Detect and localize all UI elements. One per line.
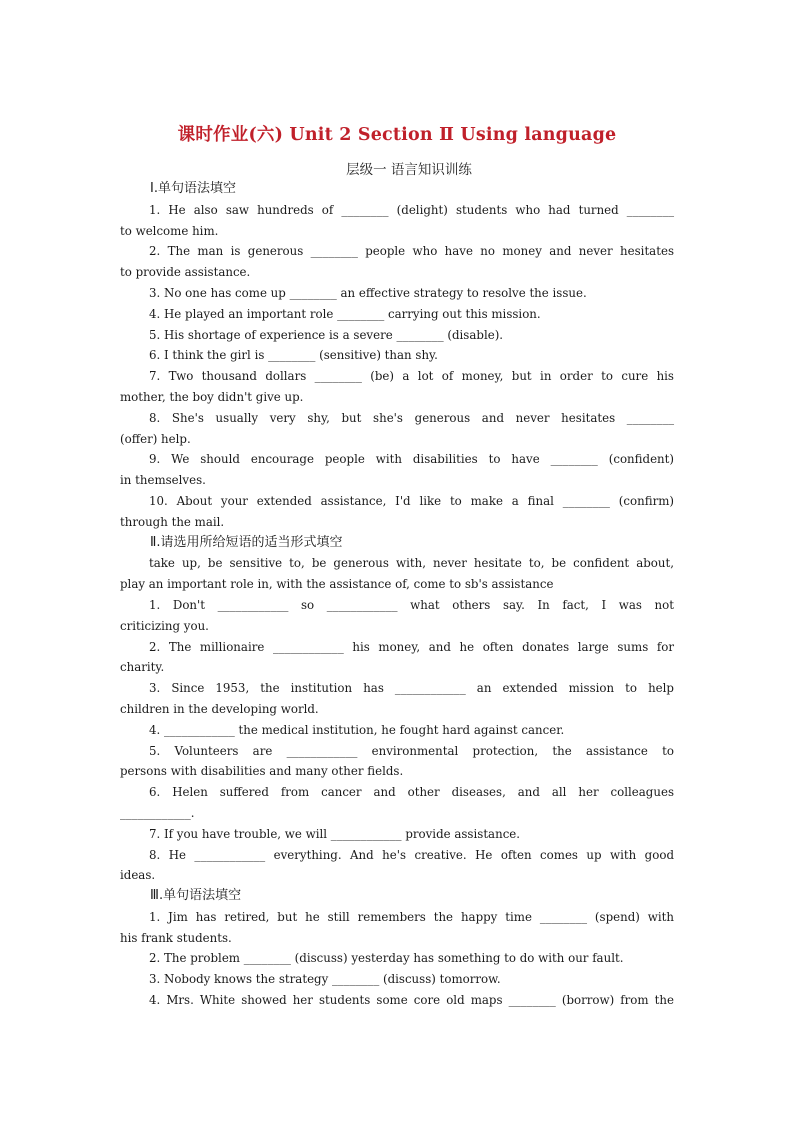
- question-line: 4. ____________ the medical institution, he fought hard against cancer.: [149, 722, 565, 737]
- question-line: 2. The millionaire ____________ his money, and he often donates large sums for: [149, 639, 674, 654]
- page-subtitle: 层级一 语言知识训练: [346, 162, 472, 178]
- question-continuation-line: in themselves.: [120, 473, 206, 488]
- question-line: 4. He played an important role ________ carrying out this mission.: [149, 306, 541, 321]
- question-continuation-line: (offer) help.: [120, 431, 191, 446]
- question-line: 3. Since 1953, the institution has ____________ an extended mission to help: [149, 681, 674, 696]
- question-line: take up, be sensitive to, be generous with, never hesitate to, be confident about,: [149, 556, 674, 571]
- question-line: 5. His shortage of experience is a severe ________ (disable).: [149, 327, 504, 342]
- section-heading: Ⅱ.请选用所给短语的适当形式填空: [150, 534, 343, 550]
- question-line: 3. Nobody knows the strategy ________ (discuss) tomorrow.: [149, 972, 501, 987]
- question-line: 8. He ____________ everything. And he's creative. He often comes up with good: [149, 847, 674, 862]
- question-continuation-line: children in the developing world.: [120, 701, 319, 716]
- question-continuation-line: his frank students.: [120, 930, 232, 945]
- question-line: 10. About your extended assistance, I'd like to make a final ________ (confirm): [149, 493, 674, 508]
- question-line: 1. He also saw hundreds of ________ (delight) students who had turned ________: [149, 202, 674, 217]
- question-line: 1. Jim has retired, but he still remembers the happy time ________ (spend) with: [149, 909, 674, 924]
- question-continuation-line: criticizing you.: [120, 618, 209, 633]
- section-heading: Ⅰ.单句语法填空: [150, 181, 236, 196]
- question-continuation-line: to provide assistance.: [120, 265, 251, 280]
- question-continuation-line: to welcome him.: [120, 223, 219, 238]
- question-continuation-line: through the mail.: [120, 514, 225, 529]
- question-line: 6. I think the girl is ________ (sensitive) than shy.: [149, 348, 438, 363]
- page-title: 课时作业(六) Unit 2 Section Ⅱ Using language: [177, 125, 617, 145]
- question-continuation-line: mother, the boy didn't give up.: [120, 389, 304, 404]
- question-continuation-line: ____________.: [120, 805, 195, 820]
- question-line: 5. Volunteers are ____________ environmental protection, the assistance to: [149, 743, 674, 758]
- question-continuation-line: charity.: [120, 660, 165, 675]
- question-line: 3. No one has come up ________ an effective strategy to resolve the issue.: [149, 285, 587, 300]
- question-line: 7. If you have trouble, we will ____________ provide assistance.: [149, 826, 521, 841]
- question-line: 8. She's usually very shy, but she's generous and never hesitates ________: [149, 410, 674, 425]
- question-continuation-line: play an important role in, with the assistance of, come to sb's assistance: [120, 577, 554, 592]
- section-heading: Ⅲ.单句语法填空: [150, 888, 242, 904]
- question-line: 6. Helen suffered from cancer and other diseases, and all her colleagues: [149, 785, 674, 800]
- question-line: 7. Two thousand dollars ________ (be) a lot of money, but in order to cure his: [149, 369, 674, 384]
- question-line: 9. We should encourage people with disabilities to have ________ (confident): [149, 452, 674, 467]
- question-continuation-line: ideas.: [120, 868, 156, 883]
- question-continuation-line: persons with disabilities and many other fields.: [120, 764, 404, 779]
- question-line: 4. Mrs. White showed her students some core old maps ________ (borrow) from the: [149, 993, 674, 1008]
- exercise-body: [120, 179, 674, 1011]
- question-line: 1. Don't ____________ so ____________ what others say. In fact, I was not: [149, 597, 674, 612]
- question-line: 2. The man is generous ________ people who have no money and never hesitates: [149, 244, 674, 259]
- question-line: 2. The problem ________ (discuss) yesterday has something to do with our fault.: [149, 951, 624, 966]
